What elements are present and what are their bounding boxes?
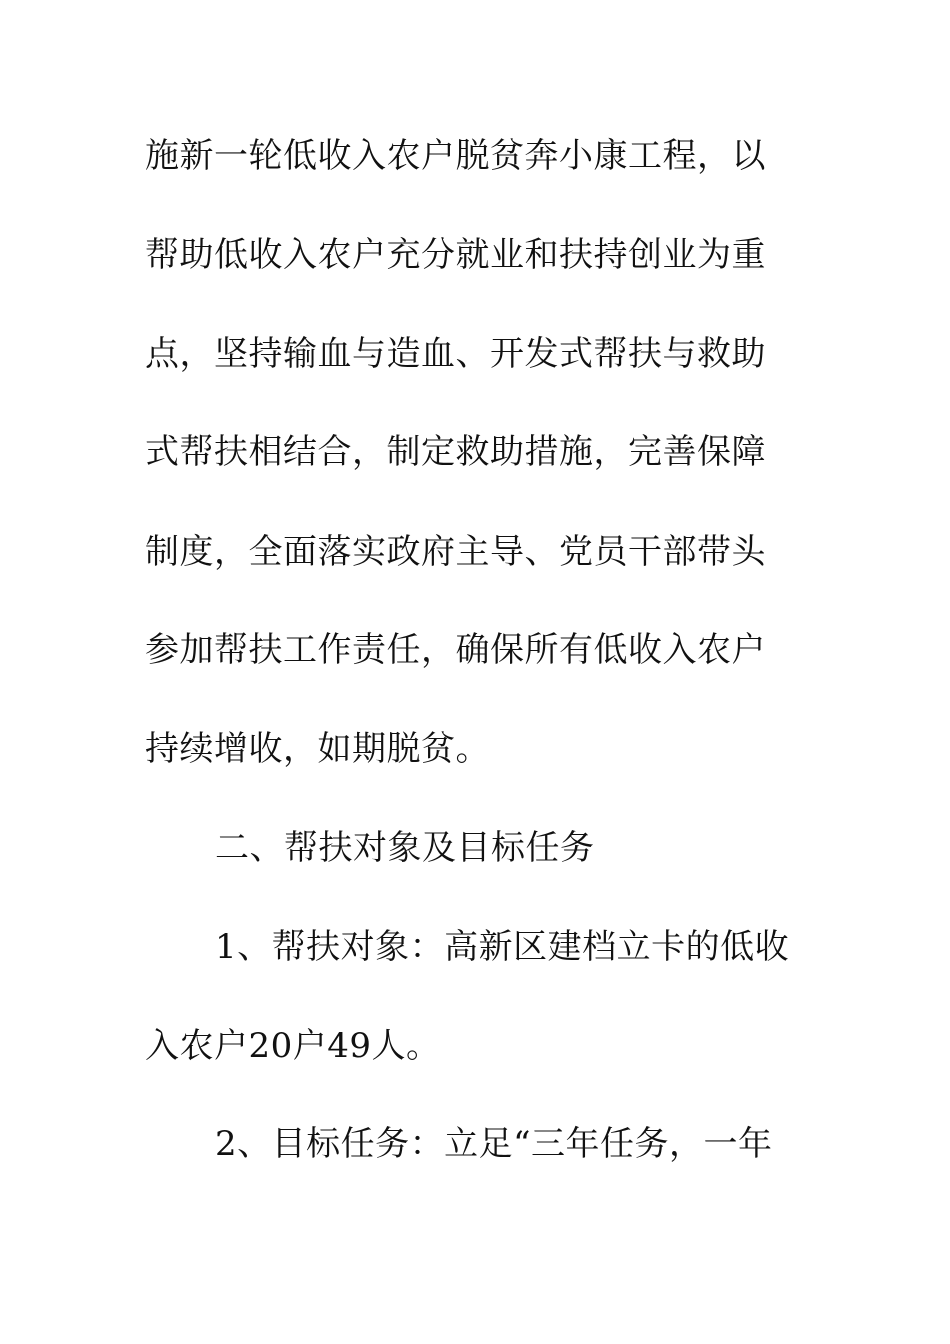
list-item-1-line-2: 入农户20户49人。 <box>145 1026 441 1066</box>
paragraph-line-4: 式帮扶相结合，制定救助措施，完善保障 <box>145 432 766 472</box>
paragraph-line-7: 持续增收，如期脱贫。 <box>145 729 490 769</box>
list-item-1-line-1: 1、帮扶对象：高新区建档立卡的低收 <box>215 927 790 967</box>
paragraph-line-5: 制度，全面落实政府主导、党员干部带头 <box>145 532 766 572</box>
paragraph-line-6: 参加帮扶工作责任，确保所有低收入农户 <box>145 630 766 670</box>
paragraph-line-2: 帮助低收入农户充分就业和扶持创业为重 <box>145 235 766 275</box>
section-heading: 二、帮扶对象及目标任务 <box>215 828 595 868</box>
paragraph-line-3: 点，坚持输血与造血、开发式帮扶与救助 <box>145 334 766 374</box>
list-item-2-line-1: 2、目标任务：立足“三年任务，一年 <box>215 1124 773 1164</box>
paragraph-line-1: 施新一轮低收入农户脱贫奔小康工程，以 <box>145 136 766 176</box>
